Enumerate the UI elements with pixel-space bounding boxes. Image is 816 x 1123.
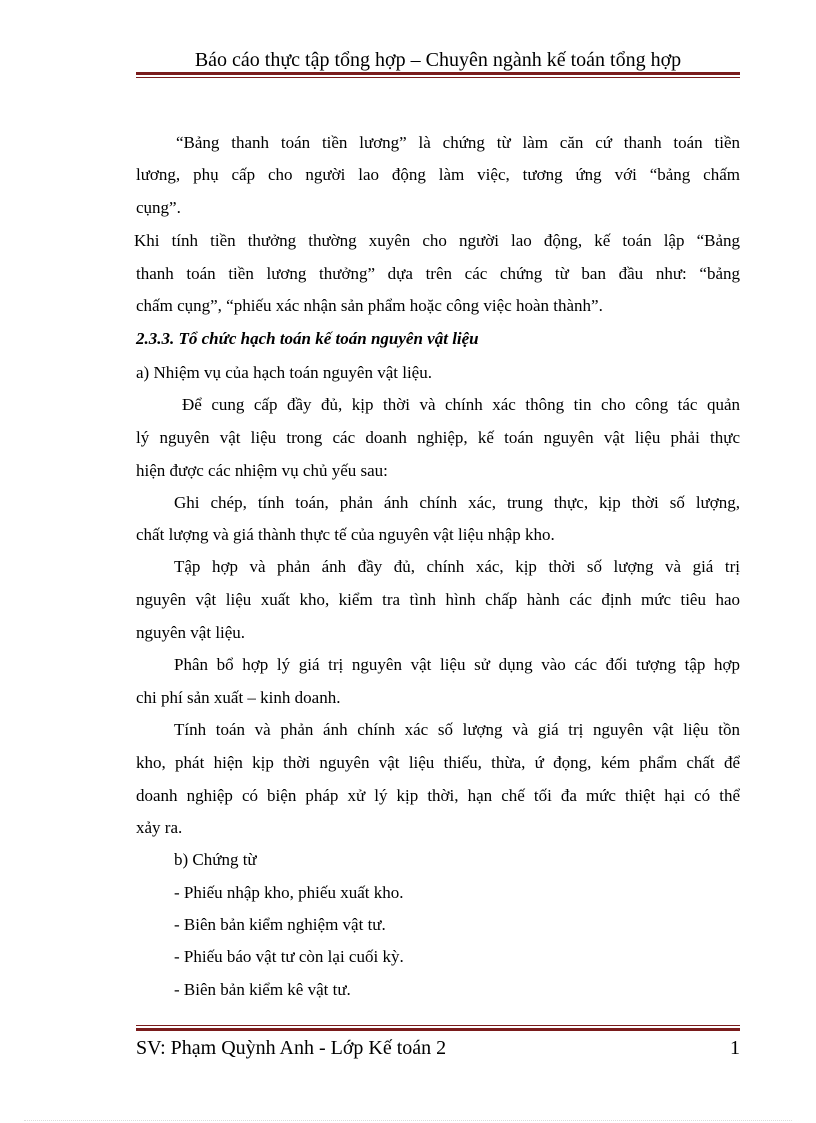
list-item: - Biên bản kiểm nghiệm vật tư. (174, 915, 386, 934)
paragraph-line: nguyên vật liệu xuất kho, kiểm tra tình hình chấp hành các định mức tiêu hao (136, 590, 740, 609)
section-heading: 2.3.3. Tổ chức hạch toán kế toán nguyên vật liệu (136, 329, 479, 348)
paragraph-line: Tập hợp và phản ánh đầy đủ, chính xác, kịp thời số lượng và giá trị (174, 557, 740, 576)
paragraph-line: Để cung cấp đầy đủ, kịp thời và chính xác thông tin cho công tác quản (182, 395, 740, 414)
page-header-title: Báo cáo thực tập tổng hợp – Chuyên ngành kế toán tổng hợp (194, 49, 682, 71)
paragraph-line: cụng”. (136, 198, 181, 217)
paragraph-line: xảy ra. (136, 818, 183, 837)
paragraph-line: lương, phụ cấp cho người lao động làm việc, tương ứng với “bảng chấm (136, 165, 740, 184)
paragraph-line: hiện được các nhiệm vụ chủ yếu sau: (136, 461, 388, 480)
header-rule (136, 72, 740, 78)
paragraph-line: chi phí sản xuất – kinh doanh. (136, 688, 341, 707)
paragraph-line: Phân bổ hợp lý giá trị nguyên vật liệu sử dụng vào các đối tượng tập hợp (174, 655, 740, 674)
page-number: 1 (730, 1037, 740, 1059)
footer-author: SV: Phạm Quỳnh Anh - Lớp Kế toán 2 (136, 1037, 447, 1059)
paragraph-line: chất lượng và giá thành thực tế của nguyên vật liệu nhập kho. (136, 525, 555, 544)
list-item: - Phiếu nhập kho, phiếu xuất kho. (174, 883, 404, 902)
paragraph-line: kho, phát hiện kịp thời nguyên vật liệu thiếu, thừa, ứ đọng, kém phẩm chất để (136, 753, 740, 772)
paragraph-line: thanh toán tiền lương thưởng” dựa trên các chứng từ ban đầu như: “bảng (136, 264, 740, 283)
paragraph-line: nguyên vật liệu. (136, 623, 246, 642)
paragraph-line: doanh nghiệp có biện pháp xử lý kịp thời, hạn chế tối đa mức thiệt hại có thể (136, 786, 740, 805)
paragraph-line: Khi tính tiền thưởng thường xuyên cho người lao động, kế toán lập “Bảng (134, 231, 740, 250)
subsection-label: b) Chứng từ (174, 850, 257, 869)
subsection-label: a) Nhiệm vụ của hạch toán nguyên vật liệu. (136, 363, 432, 382)
page-edge-divider (24, 1120, 792, 1121)
paragraph-line: lý nguyên vật liệu trong các doanh nghiệp, kế toán nguyên vật liệu phải thực (136, 428, 740, 447)
list-item: - Biên bản kiểm kê vật tư. (174, 980, 351, 999)
list-item: - Phiếu báo vật tư còn lại cuối kỳ. (174, 947, 404, 966)
paragraph-line: Ghi chép, tính toán, phản ánh chính xác, trung thực, kịp thời số lượng, (174, 493, 740, 512)
paragraph-line: “Bảng thanh toán tiền lương” là chứng từ làm căn cứ thanh toán tiền (176, 133, 740, 152)
paragraph-line: Tính toán và phản ánh chính xác số lượng và giá trị nguyên vật liệu tồn (174, 720, 740, 739)
footer-rule (136, 1025, 740, 1031)
paragraph-line: chấm cụng”, “phiếu xác nhận sản phẩm hoặc công việc hoàn thành”. (136, 296, 603, 315)
